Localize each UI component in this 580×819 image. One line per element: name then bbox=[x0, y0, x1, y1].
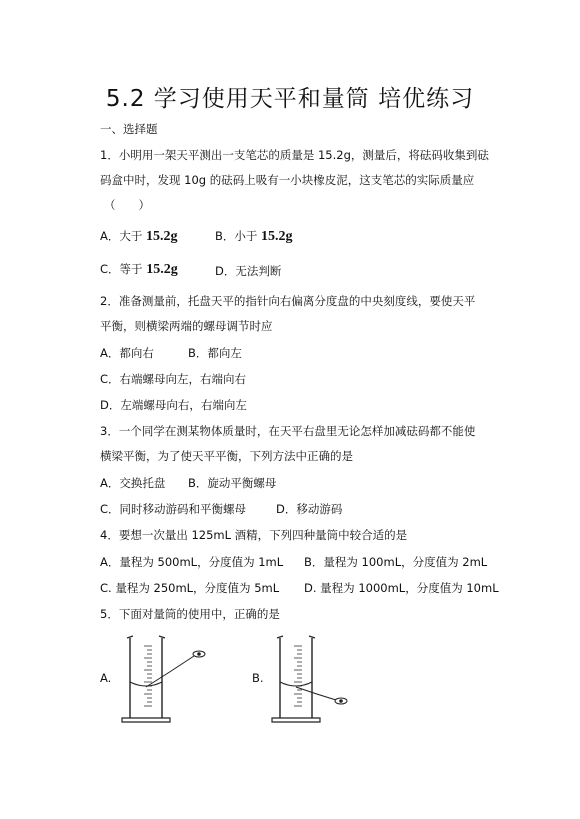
q4-option-a: A．量程为 500mL，分度值为 1mL bbox=[100, 555, 284, 569]
q1-option-a bbox=[100, 228, 178, 245]
q3-option-d: D．移动游码 bbox=[276, 502, 343, 516]
q5-line1: 5．下面对量筒的使用中，正确的是 bbox=[100, 607, 280, 621]
q2-line2: 平衡，则横梁两端的螺母调节时应 bbox=[100, 319, 273, 333]
q3-line1: 3．一个同学在测某物体质量时，在天平右盘里无论怎样加减砝码都不能使 bbox=[100, 424, 476, 438]
q2-option-c: C．右端螺母向左，右端向右 bbox=[100, 372, 247, 386]
q3-option-c: C．同时移动游码和平衡螺母 bbox=[100, 502, 247, 516]
q4-line1: 4．要想一次量出 125mL 酒精，下列四种量筒中较合适的是 bbox=[100, 528, 408, 542]
q1-option-c-prefix: C．等于 bbox=[100, 262, 147, 276]
q1-option-c-value: 15.2g bbox=[146, 262, 178, 277]
q4-option-c: C. 量程为 250mL，分度值为 5mL bbox=[100, 581, 280, 595]
q5-option-a-label: A. bbox=[100, 671, 112, 685]
graduated-cylinder-figure-b bbox=[270, 632, 370, 727]
q1-option-b bbox=[215, 228, 293, 245]
q5-option-b-label: B. bbox=[252, 671, 264, 685]
q1-line3: （ ） bbox=[104, 198, 150, 212]
q1-option-a-prefix: A．大于 bbox=[100, 229, 147, 243]
q1-option-a-value: 15.2g bbox=[146, 229, 178, 244]
graduated-cylinder-figure-a bbox=[120, 632, 220, 727]
q2-line1: 2．准备测量前，托盘天平的指针向右偏离分度盘的中央刻度线，要使天平 bbox=[100, 294, 476, 308]
q4-option-b: B．量程为 100mL，分度值为 2mL bbox=[304, 555, 488, 569]
q3-option-a: A．交换托盘 bbox=[100, 476, 166, 490]
q1-option-b-value: 15.2g bbox=[261, 229, 293, 244]
q3-line2: 横梁平衡，为了使天平平衡，下列方法中正确的是 bbox=[100, 449, 353, 463]
q1-line1: 1．小明用一架天平测出一支笔芯的质量是 15.2g，测量后，将砝码收集到砝 bbox=[100, 148, 489, 162]
q2-option-a: A．都向右 bbox=[100, 346, 154, 360]
q2-option-d: D．左端螺母向右，右端向左 bbox=[100, 398, 247, 412]
q1-option-d: D．无法判断 bbox=[215, 264, 282, 278]
q2-option-b: B．都向左 bbox=[188, 346, 242, 360]
q1-option-c bbox=[100, 261, 178, 278]
page-title: 5.2 学习使用天平和量筒 培优练习 bbox=[105, 86, 475, 112]
q1-option-b-prefix: B．小于 bbox=[215, 229, 262, 243]
section-heading: 一、选择题 bbox=[100, 122, 158, 136]
q4-option-d: D. 量程为 1000mL，分度值为 10mL bbox=[304, 581, 499, 595]
q3-option-b: B．旋动平衡螺母 bbox=[188, 476, 277, 490]
q1-line2: 码盒中时，发现 10g 的砝码上吸有一小块橡皮泥，这支笔芯的实际质量应 bbox=[100, 173, 475, 187]
